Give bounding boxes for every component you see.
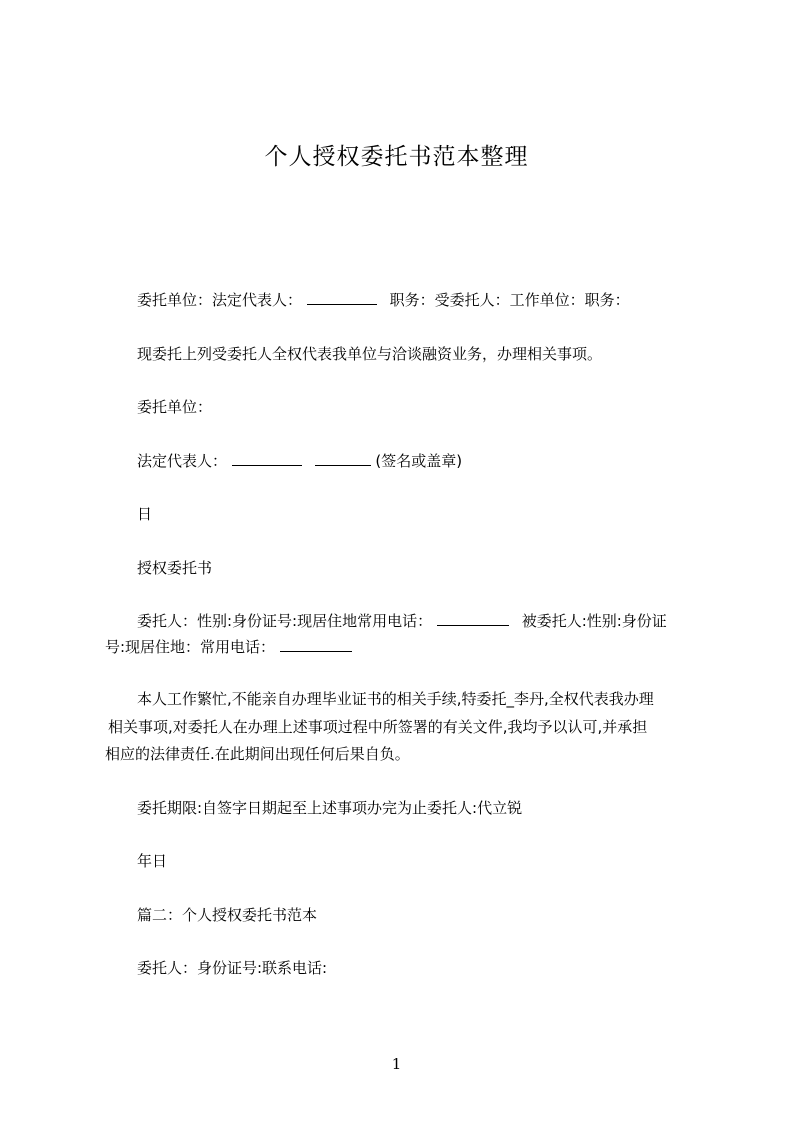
section-heading: 授权委托书 bbox=[137, 559, 213, 577]
legal-rep-signature-line bbox=[137, 450, 462, 472]
legal-rep-label: 法定代表人： bbox=[137, 452, 228, 470]
blank-line bbox=[232, 451, 302, 466]
contact-label: 号:现居住地：常用电话： bbox=[105, 638, 276, 656]
blank-line bbox=[280, 637, 352, 652]
authorization-statement: 现委托上列受委托人全权代表我单位与洽谈融资业务，办理相关事项。 bbox=[137, 345, 603, 363]
principal-info-label: 委托人：性别:身份证号:现居住地常用电话： bbox=[137, 612, 433, 630]
body-paragraph-line: 相应的法律责任.在此期间出现任何后果自负。 bbox=[105, 745, 410, 763]
principal-unit-label: 委托单位：法定代表人： bbox=[137, 291, 303, 309]
body-paragraph-line: 相关事项,对委托人在办理上述事项过程中所签署的有关文件,我均予以认可,并承担 bbox=[108, 718, 648, 736]
body-paragraph-line: 本人工作繁忙,不能亲自办理毕业证书的相关手续,特委托_李丹,全权代表我办理 bbox=[137, 690, 654, 708]
principal-contact-line: 委托人：身份证号:联系电话: bbox=[137, 959, 328, 977]
principal-unit-line bbox=[137, 289, 630, 311]
date-year-day-label: 年日 bbox=[137, 852, 168, 870]
date-day-label: 日 bbox=[137, 505, 153, 523]
sign-or-seal-note: (签名或盖章) bbox=[375, 452, 463, 470]
principal-info-line-cont bbox=[105, 636, 352, 658]
position-label: 职务：受委托人：工作单位：职务： bbox=[389, 291, 630, 309]
blank-line bbox=[307, 290, 377, 305]
blank-line bbox=[315, 451, 371, 466]
part-two-heading: 篇二：个人授权委托书范本 bbox=[137, 906, 318, 924]
principal-info-line bbox=[137, 610, 667, 632]
agent-info-label: 被委托人:性别:身份证 bbox=[521, 612, 667, 630]
blank-line bbox=[437, 611, 509, 626]
page-number: 1 bbox=[391, 1055, 402, 1073]
principal-unit-signature-label: 委托单位： bbox=[137, 398, 213, 416]
authorization-period-line: 委托期限:自签字日期起至上述事项办完为止委托人:代立锐 bbox=[137, 799, 523, 817]
document-title: 个人授权委托书范本整理 bbox=[264, 144, 529, 170]
